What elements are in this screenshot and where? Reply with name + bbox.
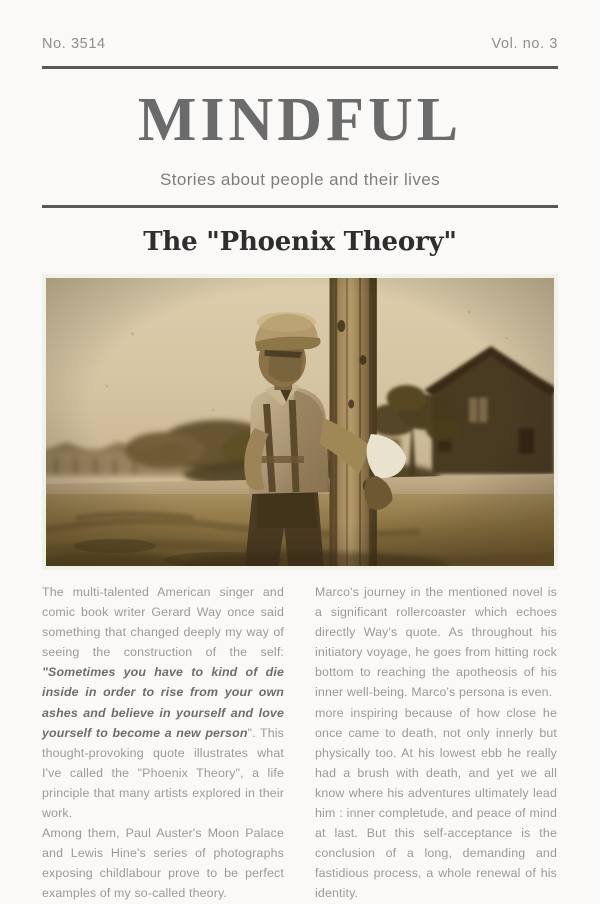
volume-number: Vol. no. 3	[491, 36, 558, 52]
article-column-left	[42, 582, 284, 904]
article-columns	[42, 582, 558, 904]
body-text: Among them, Paul Auster's Moon Palace and Lewis Hine's series of photographs exposing childlabour prove to be perfect examples of my so-called theory.	[42, 826, 284, 901]
pull-quote-text: "Sometimes you have to kind of die inside in order to rise from your own ashes and believe in yourself and love yourself to become a new person	[42, 665, 284, 740]
issue-number: No. 3514	[42, 36, 106, 52]
article-photo	[46, 278, 554, 566]
photo-illustration	[46, 278, 554, 566]
masthead-tagline: Stories about people and their lives	[160, 170, 440, 189]
masthead-top-rule	[42, 66, 558, 69]
body-paragraph	[315, 703, 557, 904]
masthead-bottom-rule	[42, 205, 558, 208]
issue-line	[42, 0, 558, 52]
body-paragraph	[42, 582, 284, 823]
article-headline: The "Phoenix Theory"	[143, 227, 457, 257]
body-text: ". This thought-provoking quote illustrates what I've called the "Phoenix Theory", a life principle that many artists explored in their work.	[42, 725, 284, 821]
masthead-title: MINDFUL	[137, 86, 463, 154]
article-column-right	[315, 582, 557, 904]
body-text: The multi-talented American singer and comic book writer Gerard Way once said something that changed deeply my way of seeing the construction of the self:	[42, 585, 284, 660]
body-text: more inspiring because of how close he once came to death, not only innerly but physically too. At his lowest ebb he really had a brush with death, and yet we all know where his adventures ultimately lead him : inner completude, and peace of mind at last. But this self-acceptance is the conclusion of a long, demanding and fastidious process, a whole renewal of his identity.	[315, 705, 557, 901]
body-paragraph	[315, 582, 557, 703]
article-photo-frame	[42, 274, 558, 570]
body-paragraph	[42, 823, 284, 903]
body-text: Marco's journey in the mentioned novel is a significant rollercoaster which echoes directly Way's quote. As throughout his initiatory voyage, he goes from hitting rock bottom to reaching the apotheosis of his inner well-being. Marco's persona is even.	[315, 585, 557, 700]
